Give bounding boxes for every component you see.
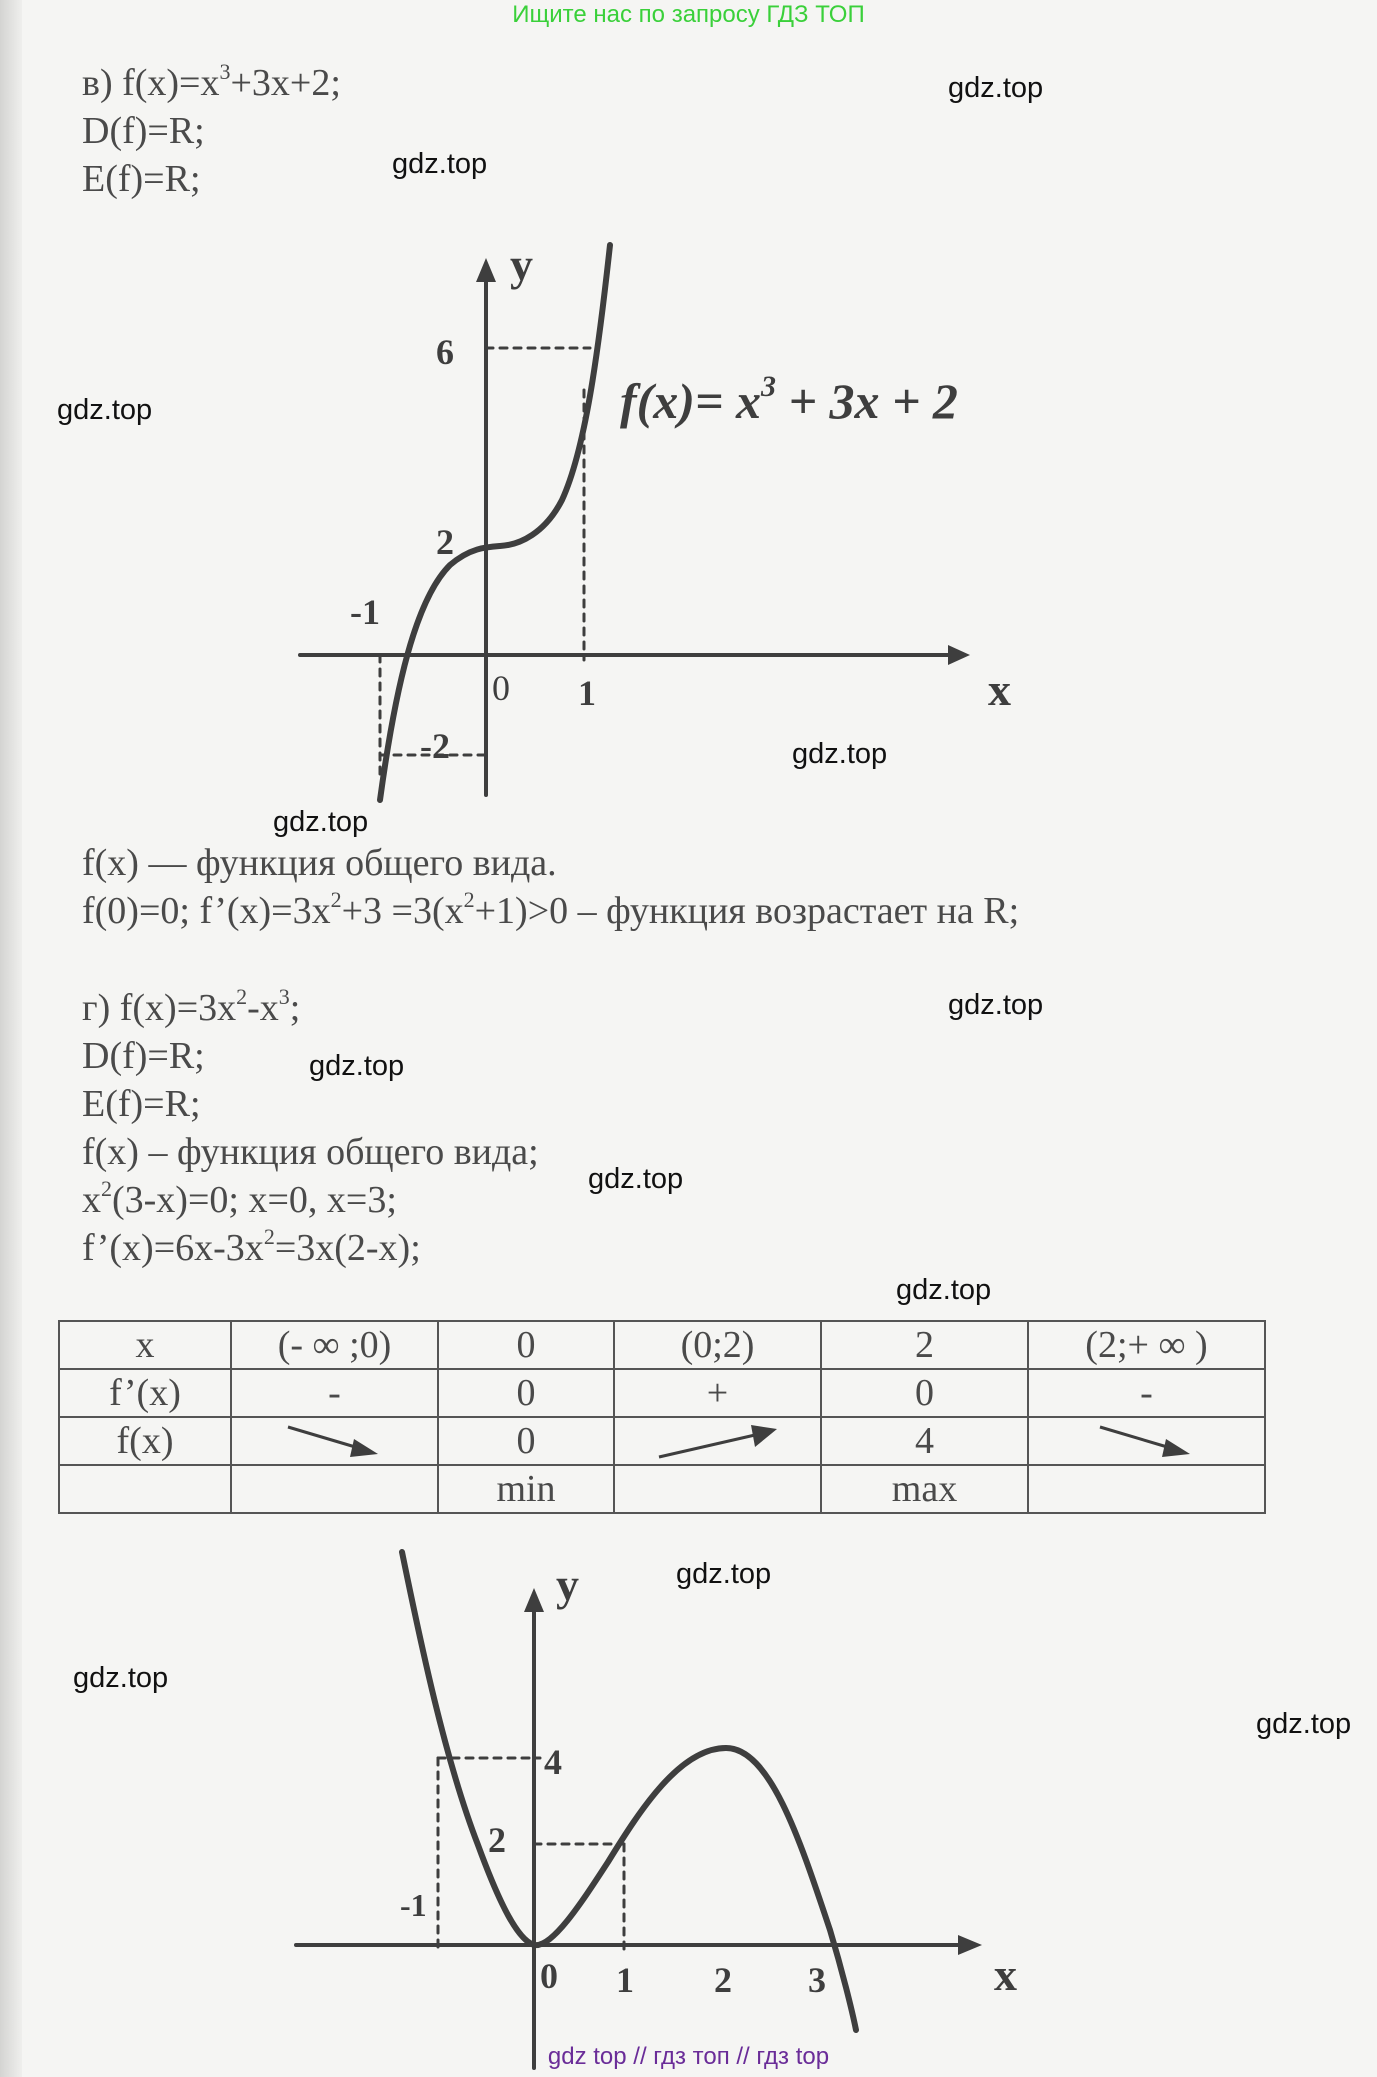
table-cell	[1028, 1417, 1265, 1465]
part-v-domain: D(f)=R;	[82, 110, 205, 152]
table-cell: (- ∞ ;0)	[231, 1321, 438, 1369]
table-cell: max	[821, 1465, 1028, 1513]
top-banner[interactable]: Ищите нас по запросу ГДЗ ТОП	[512, 1, 865, 28]
part-g-function: г) $f(x)=3x^2-x^3$;	[82, 984, 301, 1029]
table-cell: f(x)	[59, 1417, 231, 1465]
sign-table	[58, 1320, 1266, 1514]
part-g-domain: D(f)=R;	[82, 1035, 205, 1077]
tick-label-1: 1	[578, 673, 596, 713]
tick-label-2: 2	[436, 522, 454, 562]
table-cell: 0	[438, 1321, 614, 1369]
watermark: gdz.top	[1256, 1708, 1352, 1740]
watermark: gdz.top	[57, 394, 153, 426]
watermark: gdz.top	[588, 1163, 684, 1195]
table-cell: x	[59, 1321, 231, 1369]
part-g-derivative: $f’(x)=6x-3x^2=3x(2-x)$;	[82, 1224, 421, 1269]
y-axis-label: y	[510, 239, 533, 290]
table-row	[59, 1417, 1265, 1465]
graph-cubic	[0, 0, 1377, 820]
table-cell	[1028, 1465, 1265, 1513]
guide-lines	[438, 1758, 624, 1950]
table-row	[59, 1321, 1265, 1369]
tick-label-2x: 2	[714, 1960, 732, 2000]
increasing-arrow-icon	[653, 1421, 783, 1461]
decreasing-arrow-icon	[280, 1421, 390, 1461]
part-g-parity: f(x) – функция общего вида;	[82, 1131, 539, 1173]
table-cell: f’(x)	[59, 1369, 231, 1417]
table-row	[59, 1465, 1265, 1513]
bottom-banner[interactable]: gdz top // гдз топ // гдз top	[547, 2043, 830, 2070]
table-cell: +	[614, 1369, 821, 1417]
table-cell	[231, 1417, 438, 1465]
curve-3x2-x3	[402, 1552, 856, 2030]
watermark: gdz.top	[273, 806, 369, 838]
tick-label-0: 0	[540, 1956, 558, 1996]
tick-label-3: 3	[808, 1960, 826, 2000]
x-axis-label: x	[994, 1949, 1017, 2000]
table-cell: (0;2)	[614, 1321, 821, 1369]
x-axis-arrow	[958, 1935, 982, 1955]
tick-label-0: 0	[492, 668, 510, 708]
y-axis-arrow	[524, 1588, 544, 1612]
part-g-range: E(f)=R;	[82, 1083, 201, 1125]
watermark: gdz.top	[948, 72, 1044, 104]
curve-cubic	[380, 245, 610, 800]
table-cell: min	[438, 1465, 614, 1513]
table-cell	[231, 1465, 438, 1513]
tick-label-6: 6	[436, 332, 454, 372]
tick-label-minus1: -1	[350, 592, 380, 632]
table-cell	[614, 1465, 821, 1513]
table-row	[59, 1369, 1265, 1417]
table-cell	[614, 1417, 821, 1465]
tick-label-minus1: -1	[400, 1887, 427, 1923]
x-axis-arrow	[948, 645, 970, 665]
table-cell: 0	[438, 1417, 614, 1465]
watermark: gdz.top	[948, 989, 1044, 1021]
formula-label: $f(x)= x^3 + 3x + 2$	[620, 370, 958, 429]
table-cell: 0	[821, 1369, 1028, 1417]
table-cell: 0	[438, 1369, 614, 1417]
part-g-roots: $x^2(3-x)=0$; x=0, x=3;	[82, 1176, 397, 1221]
x-axis-label: x	[988, 664, 1011, 715]
table-cell	[59, 1465, 231, 1513]
tick-label-1: 1	[616, 1960, 634, 2000]
table-cell: 4	[821, 1417, 1028, 1465]
watermark: gdz.top	[792, 738, 888, 770]
tick-label-4: 4	[544, 1742, 562, 1782]
table-cell: (2;+ ∞ )	[1028, 1321, 1265, 1369]
part-v-range: E(f)=R;	[82, 158, 201, 200]
table-cell: -	[1028, 1369, 1265, 1417]
tick-label-minus2: -2	[420, 726, 450, 766]
table-cell: 2	[821, 1321, 1028, 1369]
table-cell: -	[231, 1369, 438, 1417]
watermark: gdz.top	[676, 1558, 772, 1590]
watermark: gdz.top	[309, 1050, 405, 1082]
watermark: gdz.top	[896, 1274, 992, 1306]
y-axis-label: y	[556, 1559, 579, 1610]
part-v-function: в) $f(x)=x^3+3x+2$;	[82, 59, 341, 104]
watermark: gdz.top	[73, 1662, 169, 1694]
tick-label-2: 2	[488, 1820, 506, 1860]
part-v-parity: f(x) — функция общего вида.	[82, 842, 557, 884]
watermark: gdz.top	[392, 148, 488, 180]
part-v-derivative: f(0)=0; $f’(x)=3x^2+3 =3(x^2+1)>0$ – функция возрастает на R;	[82, 887, 1020, 932]
y-axis-arrow	[476, 258, 496, 282]
decreasing-arrow-icon	[1092, 1421, 1202, 1461]
